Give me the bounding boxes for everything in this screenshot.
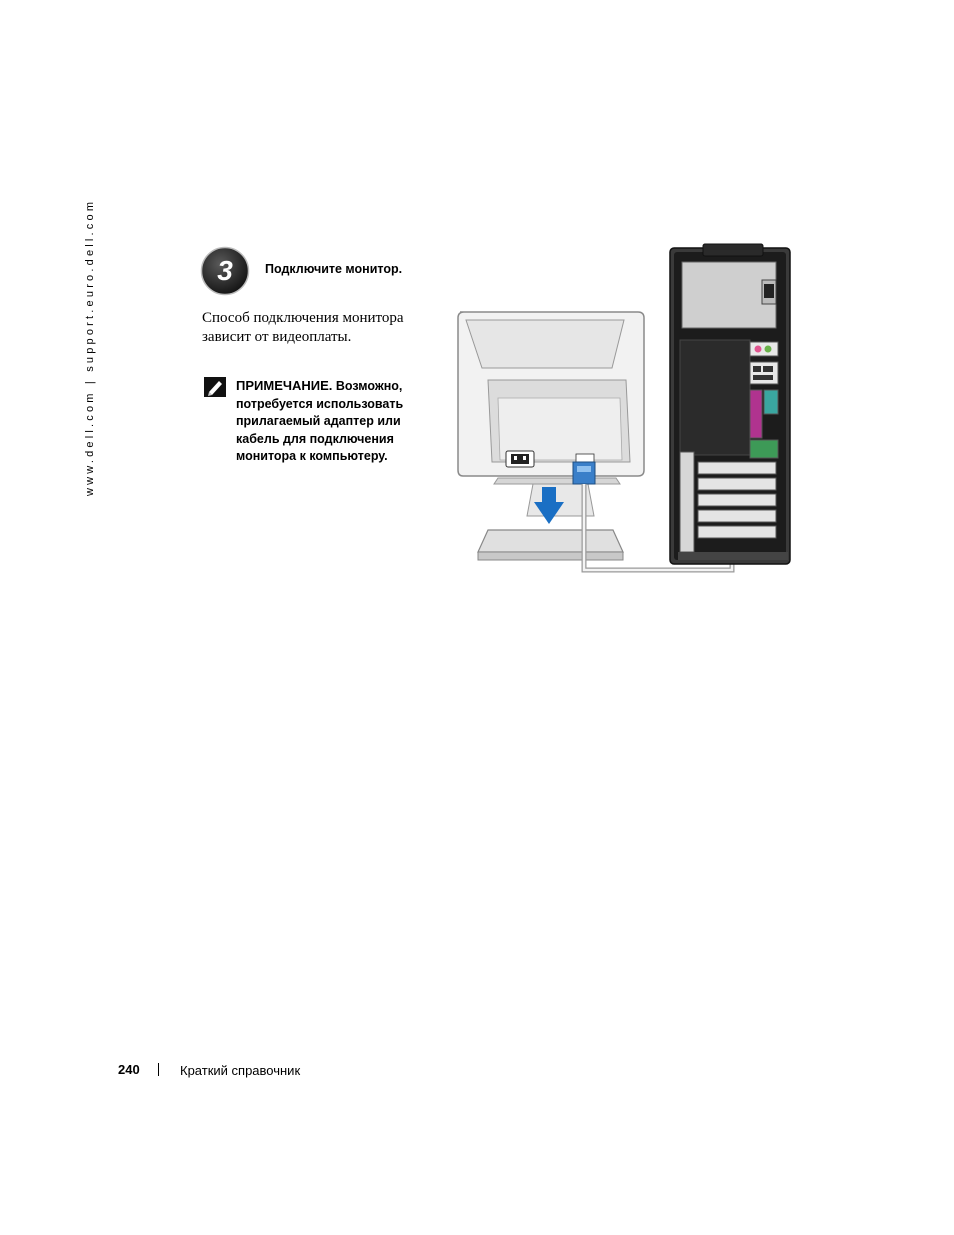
pencil-note-icon (204, 377, 226, 397)
monitor-back-icon (458, 312, 644, 560)
note-body: Возможно, потребуется использовать прилагаемый адаптер или кабель для подключения монитора к компьютеру. (236, 379, 404, 463)
note-label: ПРИМЕЧАНИЕ. (236, 378, 333, 393)
footer-section-title: Краткий справочник (180, 1063, 301, 1078)
step-number: 3 (217, 255, 233, 286)
step-title: Подключите монитор. (265, 262, 403, 276)
footer-divider (158, 1063, 159, 1076)
computer-tower-back-icon (670, 244, 790, 564)
step-number-badge (200, 246, 250, 296)
step-description: Способ подключения монитора зависит от видеоплаты. (202, 310, 404, 345)
note-block (236, 377, 436, 466)
monitor-connection-illustration (448, 240, 798, 575)
page-number: 240 (118, 1062, 140, 1077)
sidebar-url: www.dell.com | support.euro.dell.com (84, 198, 96, 496)
